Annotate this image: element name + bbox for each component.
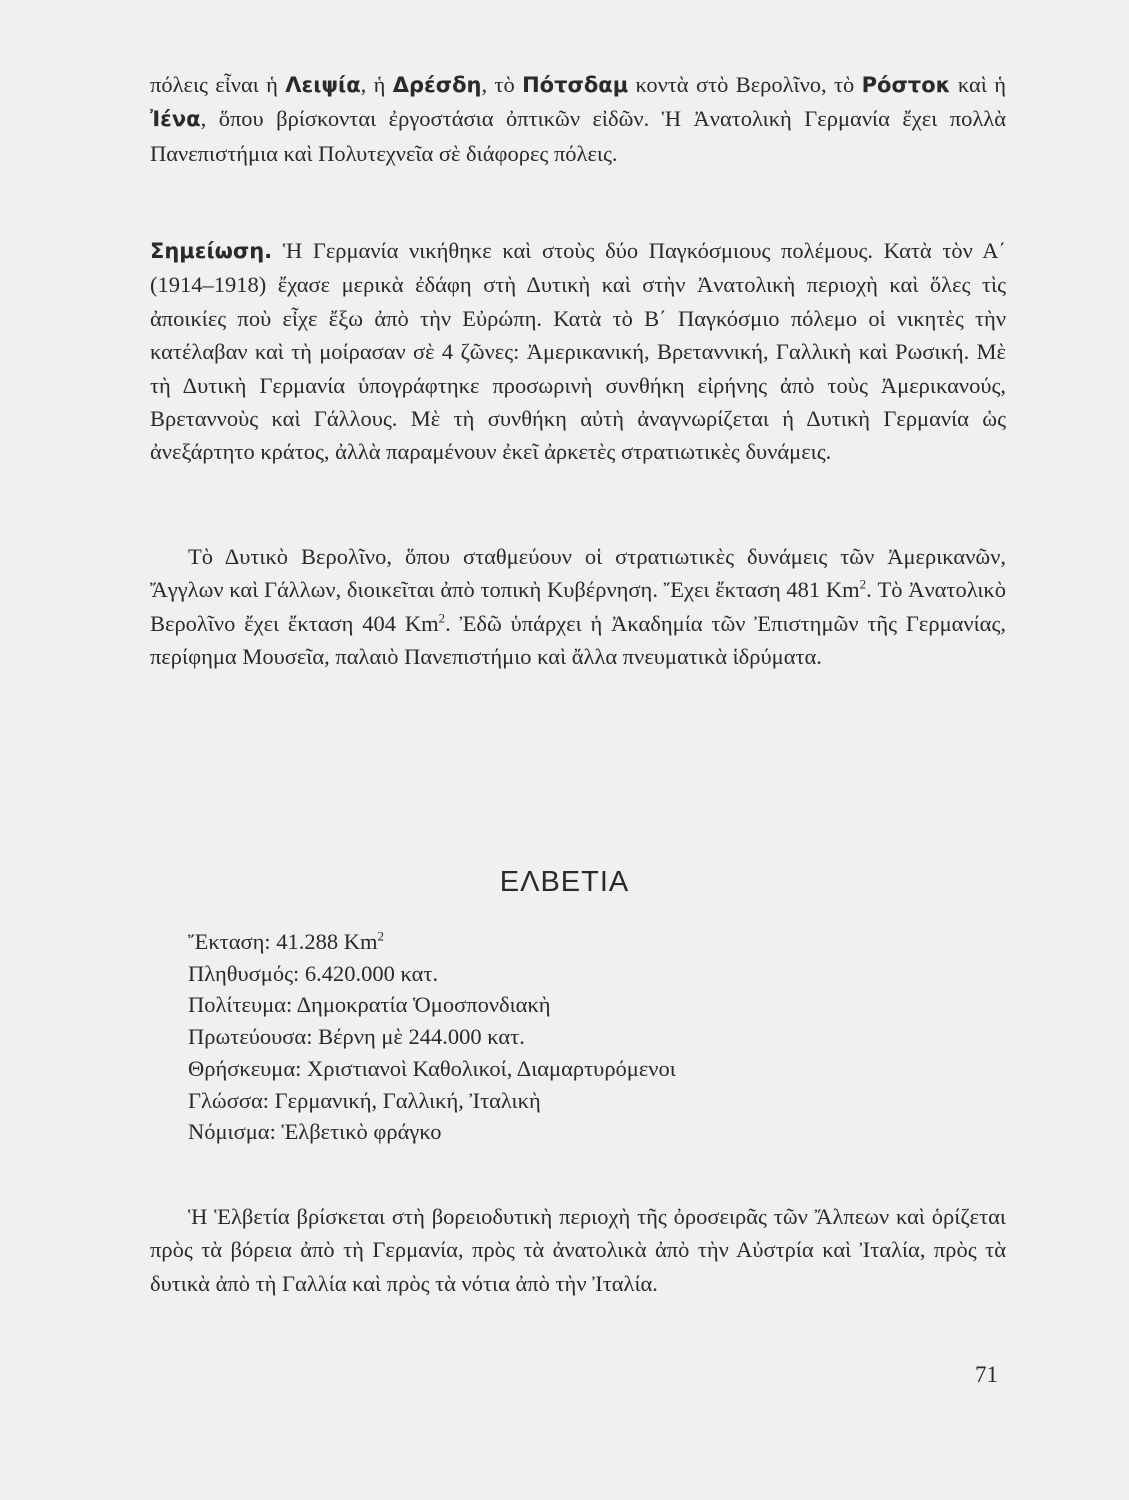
note-label: Σημείωση.	[150, 239, 273, 263]
text: , ὅπου βρίσκονται ἐργοστάσια ὀπτικῶν εἰδῶν. Ἡ Ἀνατολικὴ Γερμανία ἔχει πολλὰ Πανεπιστήμια καὶ Πολυτεχνεῖα σὲ διάφορες πόλεις.	[150, 106, 1006, 166]
fact-government: Πολίτευμα: Δημοκρατία Ὁμοσπονδιακὴ	[188, 992, 551, 1018]
text: . Τὸ Ἀνατολικὸ Βερολῖνο ἔχει ἔκταση 404 Km	[150, 577, 1006, 636]
section-heading-switzerland: ΕΛΒΕΤΙΑ	[499, 866, 630, 898]
text: κοντὰ στὸ Βερολῖνο, τὸ	[628, 72, 862, 97]
fact-area	[188, 926, 676, 958]
fact-population: Πληθυσμός: 6.420.000 κατ.	[188, 960, 439, 986]
fact-language: Γλώσσα: Γερμανική, Γαλλική, Ἰταλικὴ	[188, 1087, 541, 1113]
city-potsdam: Πότσδαμ	[522, 73, 629, 97]
switzerland-facts-list	[188, 926, 676, 1148]
city-leipzig: Λειψία	[285, 73, 361, 97]
paragraph-note	[150, 234, 1006, 469]
city-jena: Ἰένα	[150, 107, 201, 132]
fact-currency: Νόμισμα: Ἑλβετικὸ φράγκο	[188, 1119, 442, 1145]
superscript: 2	[438, 610, 446, 626]
text: , τὸ	[481, 72, 523, 97]
paragraph-berlin	[150, 540, 1006, 674]
superscript: 2	[377, 928, 385, 944]
text: καὶ ἡ	[950, 72, 1006, 97]
text: . Ἐδῶ ὑπάρχει ἡ Ἀκαδημία τῶν Ἐπιστημῶν τῆς Γερμανίας, περίφημα Μουσεῖα, παλαιὸ Πανεπιστήμιο καὶ ἄλλα πνευματικὰ ἱδρύματα.	[150, 610, 1006, 670]
paragraph-switzerland-location	[150, 1200, 1006, 1300]
paragraph-east-germany-cities	[150, 68, 1006, 170]
text: , ἡ	[360, 72, 393, 97]
fact-area-text: Ἔκταση: 41.288 Km	[188, 929, 378, 954]
superscript: 2	[859, 576, 867, 592]
text: Τὸ Δυτικὸ Βερολῖνο, ὅπου σταθμεύουν οἱ στρατιωτικὲς δυνάμεις τῶν Ἀμερικανῶν, Ἄγγλων καὶ Γάλλων, διοικεῖται ἀπὸ τοπικὴ Κυβέρνηση. Ἔχει ἔκταση 481 Km	[150, 544, 1006, 603]
city-dresden: Δρέσδη	[392, 73, 482, 97]
fact-capital: Πρωτεύουσα: Βέρνη μὲ 244.000 κατ.	[188, 1024, 525, 1050]
page-number: 71	[975, 1362, 998, 1387]
location-text: Ἡ Ἑλβετία βρίσκεται στὴ βορειοδυτικὴ περιοχὴ τῆς ὀροσειρᾶς τῶν Ἄλπεων καὶ ὁρίζεται πρὸς τὰ βόρεια ἀπὸ τὴ Γερμανία, πρὸς τὰ ἀνατολικὰ ἀπὸ τὴν Αὐστρία καὶ Ἰταλία, πρὸς τὰ δυτικὰ ἀπὸ τὴ Γαλλία καὶ πρὸς τὰ νότια ἀπὸ τὴν Ἰταλία.	[150, 1204, 1006, 1296]
fact-religion: Θρήσκευμα: Χριστιανοὶ Καθολικοί, Διαμαρτυρόμενοι	[188, 1055, 676, 1081]
note-text: Ἡ Γερμανία νικήθηκε καὶ στοὺς δύο Παγκόσμιους πολέμους. Κατὰ τὸν Α΄ (1914–1918) ἔχασε μερικὰ ἐδάφη στὴ Δυτικὴ καὶ στὴν Ἀνατολικὴ περιοχὴ καὶ ὅλες τὶς ἀποικίες ποὺ εἶχε ἔξω ἀπὸ τὴν Εὐρώπη. Κατὰ τὸ Β΄ Παγκόσμιο πόλεμο οἱ νικητὲς τὴν κατέλαβαν καὶ τὴ μοίρασαν σὲ 4 ζῶνες: Ἀμερικανική, Βρεταννική, Γαλλικὴ καὶ Ρωσική. Μὲ τὴ Δυτικὴ Γερμανία ὑπογράφτηκε προσωρινὴ συνθήκη εἰρήνης ἀπὸ τοὺς Ἀμερικανούς, Βρεταννοὺς καὶ Γάλλους. Μὲ τὴ συνθήκη αὐτὴ ἀναγνωρίζεται ἡ Δυτικὴ Γερμανία ὡς ἀνεξάρτητο κράτος, ἀλλὰ παραμένουν ἐκεῖ ἀρκετὲς στρατιωτικὲς δυνάμεις.	[150, 238, 1006, 465]
city-rostock: Ρόστοκ	[861, 73, 951, 97]
text: πόλεις εἶναι ἡ	[150, 72, 286, 97]
